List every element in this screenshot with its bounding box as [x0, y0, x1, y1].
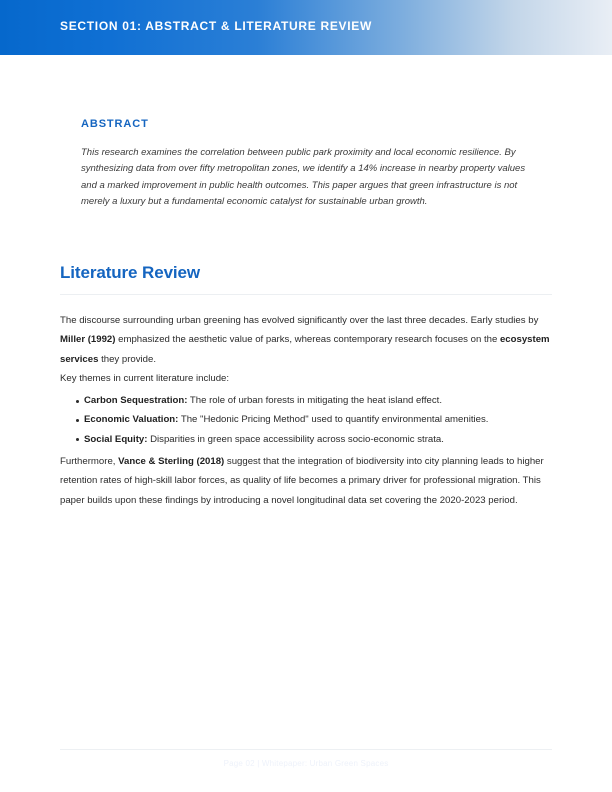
paragraph-two-part-2: suggest that the integration of biodiversity into city planning leads to higher retention rates of high-skill labor forces, as quality of life becomes a primary driver for professional migration. This paper builds upon these findings by introducing a novel longitudinal data set covering the 2020-2023 period. — [60, 456, 544, 506]
footer-text: Page 02 | Whitepaper: Urban Green Spaces — [223, 759, 389, 768]
section-header-title: SECTION 01: ABSTRACT & LITERATURE REVIEW — [60, 19, 373, 33]
paragraph-two-part-1: Furthermore, — [60, 456, 119, 468]
abstract-label: ABSTRACT — [81, 118, 149, 130]
paragraph-one-part-2: emphasized the aesthetic value of parks, whereas contemporary research focuses on the — [115, 334, 500, 346]
list-item-text: The "Hedonic Pricing Method" used to quantify environmental amenities. — [178, 414, 489, 426]
section-heading: Literature Review — [60, 263, 201, 282]
term-ecosystem-services: ecosystem services — [60, 334, 550, 365]
list-item — [60, 430, 552, 449]
section-content — [60, 311, 552, 510]
list-item — [60, 391, 552, 410]
page-body — [0, 55, 612, 792]
list-item-term: Carbon Sequestration: — [84, 395, 188, 407]
abstract-text: This research examines the correlation between public park proximity and local economic resilience. By synthesizing data from over fifty metropolitan zones, we identify a 14% increase in nearby property values and a marked improvement in public health outcomes. This paper argues that green infrastructure is not merely a luxury but a fundamental economic catalyst for sustainable urban growth. — [81, 147, 526, 207]
paragraph-one-part-3: they provide. — [98, 353, 157, 365]
list-item — [60, 410, 552, 429]
list-item-text: The role of urban forests in mitigating the heat island effect. — [187, 395, 442, 407]
abstract-block — [81, 118, 541, 210]
section-heading-wrap — [60, 263, 552, 295]
paragraph-one — [60, 311, 552, 369]
citation-vance-sterling-2018: Vance & Sterling (2018) — [118, 456, 225, 468]
citation-miller-1992: Miller (1992) — [60, 334, 116, 346]
paragraph-one-part-1: The discourse surrounding urban greening has evolved significantly over the last three decades. Early studies by — [60, 315, 539, 326]
list-item-text: Disparities in green space accessibility across socio-economic strata. — [147, 433, 444, 445]
heading-divider — [60, 294, 552, 295]
list-item-term: Economic Valuation: — [84, 414, 179, 426]
paragraph-two — [60, 452, 552, 510]
list-intro-text: Key themes in current literature include: — [60, 372, 230, 384]
page-footer — [60, 749, 552, 768]
key-themes-list — [60, 391, 552, 449]
page-header-band — [0, 0, 612, 55]
list-item-term: Social Equity: — [84, 433, 148, 445]
footer-divider — [60, 749, 552, 750]
